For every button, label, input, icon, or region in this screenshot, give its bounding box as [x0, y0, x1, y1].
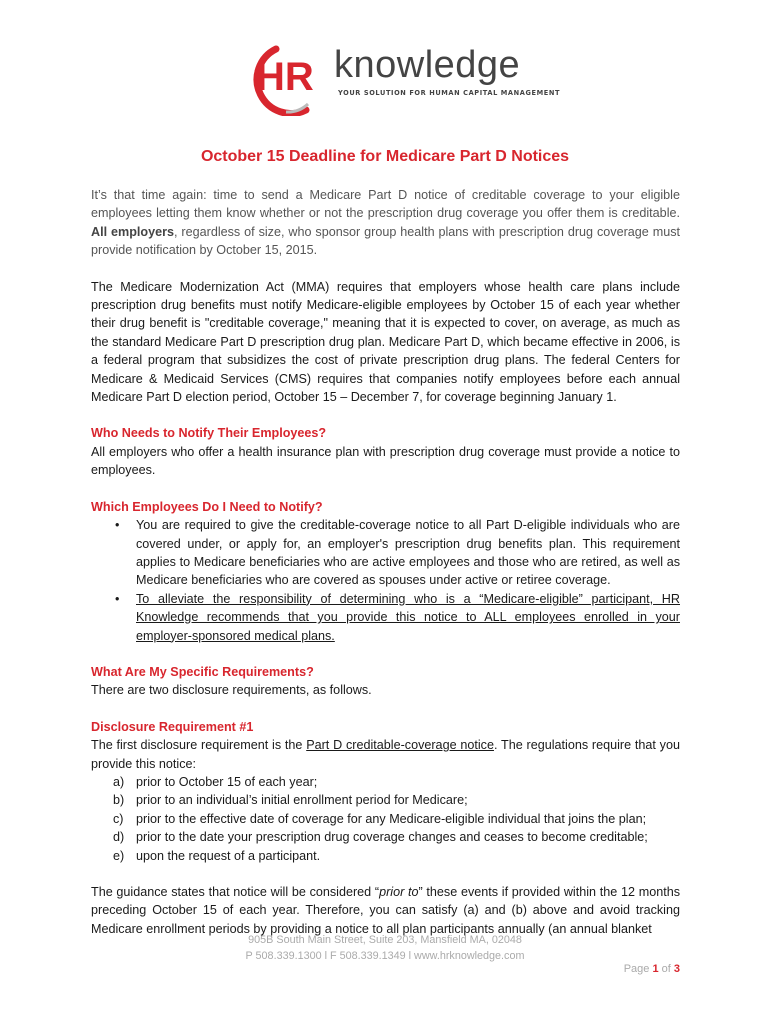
creditable-coverage-notice-link[interactable]: Part D creditable-coverage notice [306, 738, 494, 753]
list-item-label: d) [113, 830, 125, 845]
section-heading-requirements: What Are My Specific Requirements? [91, 664, 314, 679]
footer-address: 905B South Main Street, Suite 203, Mansfield MA, 02048 [248, 934, 522, 946]
disclosure-text-post: . The regulations require that you provide this notice: [91, 738, 680, 771]
disclosure-timing-list [91, 773, 680, 865]
section-heading-which-employees: Which Employees Do I Need to Notify? [91, 499, 323, 514]
section-heading-disclosure-1: Disclosure Requirement #1 [91, 719, 254, 734]
guidance-text-post: ” these events if provided within the 12 months preceding October 15 of each year. Therefore, you can satisfy (a) and (b) above and avoid tracking Medicare enrollment periods by providing a notice to all plan participants annually (an annual blanket [91, 885, 680, 936]
list-item [113, 847, 680, 865]
list-item-text: prior to October 15 of each year; [136, 774, 318, 789]
intro-text-2: , regardless of size, who sponsor group health plans with prescription drug coverage must provide notification by October 15, 2015. [91, 224, 681, 258]
list-item [113, 810, 680, 828]
mma-paragraph: The Medicare Modernization Act (MMA) requires that employers whose health care plans include prescription drug benefits must notify Medicare-eligible employees by October 15 of each year whether their drug benefit is "creditable coverage," meaning that it is expected to cover, on average, as much as the standard Medicare Part D prescription drug plan. Medicare Part D, which became effective in 2006, is a federal program that subsidizes the cost of private prescription drug plans. The federal Centers for Medicare & Medicaid Services (CMS) requires that companies notify employees before each annual Medicare Part D election period, October 15 – December 7, for coverage beginning January 1. [91, 279, 680, 405]
list-item-label: a) [113, 774, 125, 789]
section-body-who-notify: All employers who offer a health insurance plan with prescription drug coverage must provide a notice to employees. [91, 444, 680, 478]
logo-wordmark: knowledge [334, 44, 521, 86]
page-number [624, 963, 680, 975]
logo-tagline: YOUR SOLUTION FOR HUMAN CAPITAL MANAGEMENT [338, 89, 561, 97]
guidance-text-pre: The guidance states that notice will be considered “ [91, 885, 380, 899]
list-item-text: prior to the effective date of coverage for any Medicare-eligible individual that joins the plan; [136, 811, 647, 826]
list-item-label: b) [113, 793, 125, 808]
list-item-text: prior to an individual’s initial enrollment period for Medicare; [136, 793, 468, 808]
list-item: • You are required to give the creditable-coverage notice to all Part D-eligible individuals who are covered under, or apply for, an employer's prescription drug benefits plan. This requirement applies to Medicare beneficiaries who are active employees and those who are retired, as well as Medicare beneficiaries who are covered as spouses under active or retiree coverage. [136, 516, 680, 590]
which-employees-list [91, 516, 680, 645]
section-heading-who-notify: Who Needs to Notify Their Employees? [91, 426, 327, 441]
list-item: • To alleviate the responsibility of determining who is a “Medicare-eligible” participant, HR Knowledge recommends that you provide this notice to ALL employees enrolled in your employer-sponsored medical plans. [136, 590, 680, 645]
page-prefix: Page [623, 963, 653, 975]
section-body-disclosure-1 [91, 736, 680, 773]
disclosure-text-pre: The first disclosure requirement is the [91, 738, 307, 753]
guidance-italic: prior to [379, 885, 419, 899]
document-title: October 15 Deadline for Medicare Part D Notices [200, 148, 570, 165]
footer-contact: P 508.339.1300 l F 508.339.1349 l www.hrknowledge.com [245, 950, 525, 962]
list-item [113, 791, 680, 809]
company-logo [246, 44, 561, 114]
page-of: of [658, 963, 674, 975]
list-item-label: c) [113, 811, 124, 826]
logo-mark-text: HR [256, 55, 314, 99]
intro-paragraph [91, 186, 680, 260]
document-body [91, 186, 680, 938]
intro-text-1: It’s that time again: time to send a Medicare Part D notice of creditable coverage to your eligible employees letting them know whether or not the prescription drug coverage you offer them is creditable. [91, 188, 680, 221]
intro-bold: All employers [91, 224, 175, 239]
list-item-text: upon the request of a participant. [136, 848, 321, 863]
page-current: 1 [652, 963, 659, 975]
list-item [113, 828, 680, 846]
section-body-requirements: There are two disclosure requirements, as follows. [91, 683, 372, 698]
page-total: 3 [673, 963, 680, 975]
list-item-label: e) [113, 848, 125, 863]
guidance-paragraph [91, 883, 680, 938]
list-item [113, 773, 680, 791]
page-footer [0, 932, 770, 964]
list-item-text: prior to the date your prescription drug coverage changes and ceases to become creditable; [136, 830, 648, 845]
hr-logo-mark-icon [246, 44, 338, 116]
